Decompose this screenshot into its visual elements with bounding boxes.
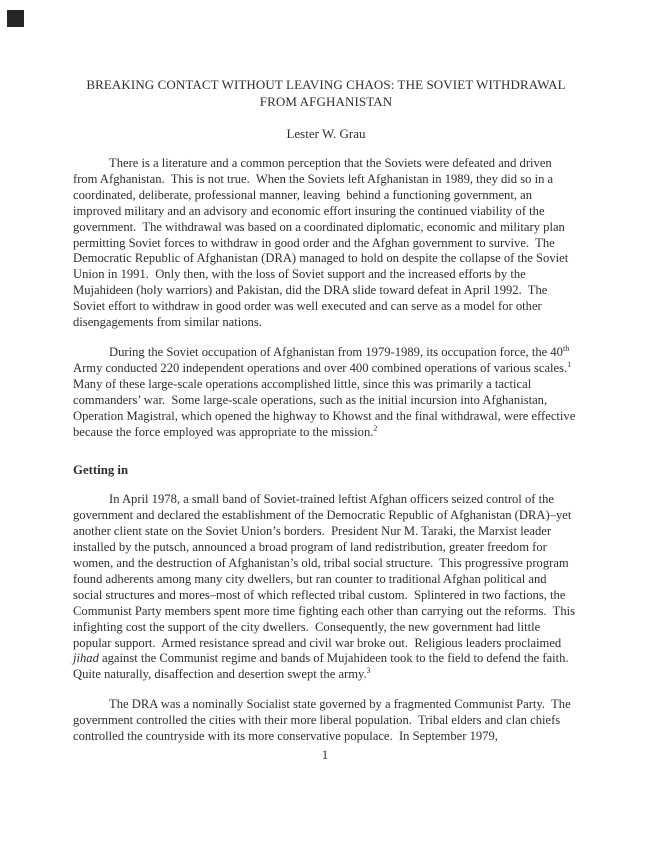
document-title <box>73 76 579 110</box>
scan-corner-mark <box>7 10 24 27</box>
paragraph-occupation: During the Soviet occupation of Afghanistan from 1979-1989, its occupation force, the 40th Army conducted 220 independent operations and over 400 combined operations of various scales.$^1$ Many of these large-scale operations accomplished little, since this was primarily a tactical commanders’ war. Some large-scale operations, such as the initial incursion into Afghanistan, Operation Magistral, which opened the highway to Khowst and the final withdrawal, were effective because the force employed was appropriate to the mission.$^2$ <box>73 343 579 439</box>
document-title-line1: BREAKING CONTACT WITHOUT LEAVING CHAOS: THE SOVIET WITHDRAWAL <box>86 77 566 92</box>
paragraph-april-1978: In April 1978, a small band of Soviet-trained leftist Afghan officers seized control of the government and declared the establishment of the Democratic Republic of Afghanistan (DRA)–yet another client state on the Soviet Union’s borders. President Nur M. Taraki, the Marxist leader installed by the putsch, announced a broad program of land redistribution, greater freedom for women, and the destruction of Afghanistan’s old, tribal social structure. This progressive program found adherents among many city dwellers, but ran counter to traditional Afghan political and social structures and mores–most of which reflected tribal custom. Splintered in two factions, the Communist Party members spent more time fighting each other than carrying out the reforms. This infighting cost the support of the city dwellers. Consequently, the new government had little popular support. Armed resistance spread and civil war broke out. Religious leaders proclaimed jihad against the Communist regime and bands of Mujahideen took to the field to defend the faith. Quite naturally, disaffection and desertion swept the army.$^3$ <box>73 492 579 682</box>
section-heading-getting-in: Getting in <box>73 463 129 478</box>
author-name: Lester W. Grau <box>286 126 366 141</box>
paragraph-dra-socialist: The DRA was a nominally Socialist state governed by a fragmented Communist Party. The government controlled the cities with their more liberal population. Tribal elders and clan chiefs controlled the countryside with its more conservative populace. In September 1979, <box>73 697 574 744</box>
document-title-line2: FROM AFGHANISTAN <box>259 94 393 109</box>
page-number: 1 <box>321 748 329 762</box>
paragraph-intro: There is a literature and a common perception that the Soviets were defeated and driven from Afghanistan. This is not true. When the Soviets left Afghanistan in 1989, they did so in a coordinated, deliberate, professional manner, leaving behind a functioning government, an improved military and an advisory and economic effort insuring the continued viability of the government. The withdrawal was based on a coordinated diplomatic, economic and military plan permitting Soviet forces to withdraw in good order and the Afghan government to survive. The Democratic Republic of Afghanistan (DRA) managed to hold on despite the collapse of the Soviet Union in 1991. Only then, with the loss of Soviet support and the increased efforts by the Mujahideen (holy warriors) and Pakistan, did the DRA slide toward defeat in April 1992. The Soviet effort to withdraw in good order was well executed and can serve as a model for other disengagements from similar nations. <box>73 156 572 330</box>
document-content <box>73 0 579 745</box>
